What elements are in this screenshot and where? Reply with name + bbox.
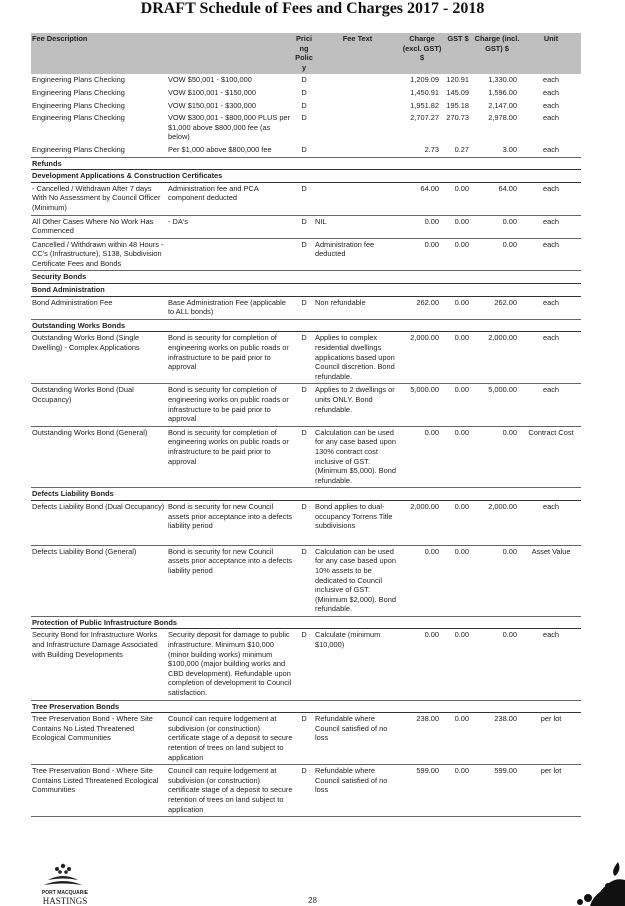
pricing-policy: D xyxy=(294,182,314,215)
table-row xyxy=(31,215,581,238)
charge-incl-gst: 0.00 xyxy=(473,215,521,238)
fee-text: Calculate (minimum $10,000) xyxy=(314,629,401,700)
table-row xyxy=(31,629,581,700)
charge-excl-gst: 5,000.00 xyxy=(401,384,443,426)
charge-incl-gst: 2,978.00 xyxy=(488,113,518,123)
pricing-policy: D xyxy=(301,100,307,110)
gst-amount: 0.00 xyxy=(443,500,473,545)
fee-detail: Bond is security for new Council assets prior acceptance into a defects liability period xyxy=(167,500,294,545)
pricing-policy: D xyxy=(294,215,314,238)
gst-amount: 270.73 xyxy=(446,113,470,123)
unit: Contract Cost xyxy=(521,426,581,488)
fee-text: Applies to 2 dwellings or units ONLY. Bond refundable. xyxy=(314,384,401,426)
section-header-row xyxy=(31,157,581,170)
unit: Asset Value xyxy=(521,545,581,616)
fee-description: Engineering Plans Checking xyxy=(32,113,125,123)
charge-excl-gst: 599.00 xyxy=(401,765,443,817)
fee-description: Tree Preservation Bond - Where Site Contains Listed Threatened Ecological Communities xyxy=(31,765,167,817)
charge-excl-gst: 1,450.91 xyxy=(410,87,440,97)
fee-text xyxy=(314,100,401,113)
fees-table xyxy=(31,33,581,817)
table-row xyxy=(31,426,581,488)
charge-incl-gst: 262.00 xyxy=(473,296,521,319)
charge-excl-gst: 238.00 xyxy=(401,713,443,765)
gst-amount: 0.00 xyxy=(443,426,473,488)
charge-excl-gst: 2.73 xyxy=(401,144,443,157)
fee-detail: Security deposit for damage to public infrastructure. Minimum $10,000 (minor building works) minimum $100,000 (major building works and CBD development). Refundable upon completion of development to Council satisfaction. xyxy=(167,629,294,700)
gst-amount: 0.00 xyxy=(443,215,473,238)
fee-description: Engineering Plans Checking xyxy=(32,87,125,97)
fee-text: Applies to complex residential dwellings applications based upon Council discretion. Bond refundable. xyxy=(314,332,401,384)
unit: each xyxy=(521,144,581,157)
gst-amount: 120.91 xyxy=(446,75,470,85)
fee-detail: VOW $150,001 - $300,000 xyxy=(168,100,256,110)
table-row xyxy=(31,112,581,144)
section-label: Bond Administration xyxy=(31,284,581,297)
fee-description: Outstanding Works Bond (General) xyxy=(31,426,167,488)
section-header-row xyxy=(31,616,581,629)
gst-amount: 0.00 xyxy=(443,182,473,215)
fee-description: Engineering Plans Checking xyxy=(31,144,167,157)
charge-incl-gst: 0.00 xyxy=(473,238,521,271)
table-row xyxy=(31,713,581,765)
charge-incl-gst: 0.00 xyxy=(473,426,521,488)
fee-detail: Council can require lodgement at subdivision (or construction) certificate stage of a deposit to secure retention of trees on land subject to application xyxy=(167,713,294,765)
section-header-row xyxy=(31,488,581,501)
table-header-row xyxy=(31,33,581,74)
table-row xyxy=(31,296,581,319)
charge-excl-gst: 0.00 xyxy=(401,426,443,488)
fee-description: All Other Cases Where No Work Has Commenced xyxy=(31,215,167,238)
gst-amount: 0.00 xyxy=(443,332,473,384)
charge-incl-gst: 5,000.00 xyxy=(473,384,521,426)
unit: each xyxy=(521,215,581,238)
fee-text: Bond applies to dual-occupancy Torrens Title subdivisions xyxy=(314,500,401,545)
fee-detail: Bond is security for completion of engineering works on public roads or infrastructure to be paid prior to approval xyxy=(167,332,294,384)
section-label: Refunds xyxy=(31,157,581,170)
header-gst: GST $ xyxy=(443,33,473,74)
table-row xyxy=(31,182,581,215)
section-header-row xyxy=(31,319,581,332)
pricing-policy: D xyxy=(294,545,314,616)
pricing-policy: D xyxy=(294,500,314,545)
fee-text xyxy=(314,144,401,157)
fee-detail: Council can require lodgement at subdivision (or construction) certificate stage of a deposit to secure retention of trees on land subject to application xyxy=(167,765,294,817)
pricing-policy: D xyxy=(294,629,314,700)
header-charge-excl: Charge (excl. GST) $ xyxy=(401,33,443,74)
charge-excl-gst: 262.00 xyxy=(401,296,443,319)
header-unit: Unit xyxy=(521,33,581,74)
fee-text: Refundable where Council satisfied of no loss xyxy=(314,713,401,765)
charge-excl-gst: 1,951.82 xyxy=(410,100,440,110)
charge-incl-gst: 1,596.00 xyxy=(488,87,518,97)
pricing-policy: D xyxy=(294,384,314,426)
unit: each xyxy=(521,629,581,700)
header-fee-text: Fee Text xyxy=(314,33,401,74)
unit: each xyxy=(543,75,560,85)
section-label: Protection of Public Infrastructure Bonds xyxy=(31,616,581,629)
header-description: Fee Description xyxy=(31,33,294,74)
fee-text xyxy=(314,112,401,144)
gst-amount: 0.00 xyxy=(443,384,473,426)
gst-amount: 0.27 xyxy=(443,144,473,157)
table-row xyxy=(31,500,581,545)
fee-description: - Cancelled / Withdrawn After 7 days With No Assessment by Council Officer (Minimum) xyxy=(31,182,167,215)
gst-amount: 0.00 xyxy=(443,765,473,817)
unit: each xyxy=(521,182,581,215)
section-header-row xyxy=(31,700,581,713)
gst-amount: 145.09 xyxy=(446,87,470,97)
gst-amount: 0.00 xyxy=(443,629,473,700)
fee-text: NIL xyxy=(314,215,401,238)
charge-excl-gst: 2,000.00 xyxy=(401,332,443,384)
unit: each xyxy=(521,238,581,271)
fee-schedule xyxy=(31,33,581,817)
table-row xyxy=(31,144,581,157)
charge-excl-gst: 64.00 xyxy=(401,182,443,215)
pricing-policy: D xyxy=(301,75,307,85)
fee-detail: Bond is security for completion of engineering works on public roads or infrastructure to be paid prior to approval xyxy=(167,384,294,426)
fee-detail: VOW $50,001 - $100,000 xyxy=(168,75,252,85)
fee-text: Administration fee deducted xyxy=(314,238,401,271)
table-row xyxy=(31,545,581,616)
section-label: Outstanding Works Bonds xyxy=(31,319,581,332)
fee-text xyxy=(314,74,401,87)
unit: per lot xyxy=(521,713,581,765)
gst-amount: 0.00 xyxy=(443,296,473,319)
section-label: Development Applications & Construction Certificates xyxy=(31,170,581,183)
unit: per lot xyxy=(521,765,581,817)
charge-incl-gst: 0.00 xyxy=(473,545,521,616)
fee-description: Defects Liability Bond (General) xyxy=(31,545,167,616)
table-row xyxy=(31,87,581,100)
unit: each xyxy=(543,87,560,97)
fee-description: Cancelled / Withdrawn within 48 Hours - CC's (Infrastructure), S138, Subdivision Certificate Fees and Bonds xyxy=(31,238,167,271)
unit: each xyxy=(543,113,560,123)
gst-amount: 195.18 xyxy=(446,100,470,110)
pricing-policy: D xyxy=(294,238,314,271)
pricing-policy: D xyxy=(301,87,307,97)
table-row xyxy=(31,238,581,271)
charge-excl-gst: 0.00 xyxy=(401,215,443,238)
fee-description: Engineering Plans Checking xyxy=(32,75,125,85)
charge-incl-gst: 0.00 xyxy=(473,629,521,700)
pricing-policy: D xyxy=(294,332,314,384)
pricing-policy: D xyxy=(301,113,307,123)
table-row xyxy=(31,100,581,113)
fee-text: Non refundable xyxy=(314,296,401,319)
charge-excl-gst: 0.00 xyxy=(401,238,443,271)
fee-description: Outstanding Works Bond (Single Dwelling) - Complex Applications xyxy=(31,332,167,384)
table-row xyxy=(31,332,581,384)
fee-text: Refundable where Council satisfied of no loss xyxy=(314,765,401,817)
logo-text-1: PORT MACQUARIE xyxy=(41,890,89,896)
pricing-policy: D xyxy=(294,765,314,817)
pricing-policy: D xyxy=(294,713,314,765)
charge-excl-gst: 2,707.27 xyxy=(410,113,440,123)
logo-text-2: HASTINGS xyxy=(42,896,88,906)
header-pricing-policy: Pricing Policy xyxy=(294,33,314,74)
charge-incl-gst: 2,000.00 xyxy=(473,500,521,545)
fee-detail: Bond is security for completion of engineering works on public roads or infrastructure to be paid prior to approval xyxy=(167,426,294,488)
table-row xyxy=(31,765,581,817)
section-label: Tree Preservation Bonds xyxy=(31,700,581,713)
fee-detail: Base Administration Fee (applicable to ALL bonds) xyxy=(167,296,294,319)
unit: each xyxy=(521,500,581,545)
charge-incl-gst: 3.00 xyxy=(473,144,521,157)
fee-detail: Administration fee and PCA component deducted xyxy=(167,182,294,215)
unit: each xyxy=(521,332,581,384)
fee-description: Outstanding Works Bond (Dual Occupancy) xyxy=(31,384,167,426)
page-title: DRAFT Schedule of Fees and Charges 2017 - 2018 xyxy=(140,0,485,17)
unit: each xyxy=(521,384,581,426)
section-header-row xyxy=(31,170,581,183)
fee-detail: - DA's xyxy=(167,215,294,238)
fee-text: Calculation can be used for any case based upon 130% contract cost inclusive of GST. (Minimum $5,000). Bond refundable. xyxy=(314,426,401,488)
pricing-policy: D xyxy=(294,426,314,488)
charge-incl-gst: 1,330.00 xyxy=(488,75,518,85)
fee-detail: VOW $300,001 - $800,000 PLUS per $1,000 above $800,000 fee (as below) xyxy=(168,113,291,142)
fee-text xyxy=(314,87,401,100)
fee-description: Engineering Plans Checking xyxy=(32,100,125,110)
table-body xyxy=(31,74,581,816)
unit: each xyxy=(521,296,581,319)
fee-description: Bond Administration Fee xyxy=(31,296,167,319)
pricing-policy: D xyxy=(294,144,314,157)
table-row xyxy=(31,384,581,426)
charge-incl-gst: 2,000.00 xyxy=(473,332,521,384)
gst-amount: 0.00 xyxy=(443,238,473,271)
fee-description: Security Bond for Infrastructure Works and Infrastructure Damage Associated with Building Developments xyxy=(31,629,167,700)
fee-description: Defects Liability Bond (Dual Occupancy) xyxy=(31,500,167,545)
section-label: Security Bonds xyxy=(31,271,581,284)
charge-incl-gst: 64.00 xyxy=(473,182,521,215)
charge-incl-gst: 599.00 xyxy=(473,765,521,817)
fee-text: Calculation can be used for any case based upon 10% assets to be dedicated to Council inclusive of GST. (Minimum $2,000). Bond refundable. xyxy=(314,545,401,616)
section-label: Defects Liability Bonds xyxy=(31,488,581,501)
table-row xyxy=(31,74,581,87)
pricing-policy: D xyxy=(294,296,314,319)
charge-excl-gst: 0.00 xyxy=(401,545,443,616)
fee-detail xyxy=(167,238,294,271)
header-charge-incl: Charge (incl. GST) $ xyxy=(473,33,521,74)
gst-amount: 0.00 xyxy=(443,545,473,616)
fee-description: Tree Preservation Bond - Where Site Contains No Listed Threatened Ecological Communities xyxy=(31,713,167,765)
section-header-row xyxy=(31,271,581,284)
fee-text xyxy=(314,182,401,215)
council-logo xyxy=(30,860,100,906)
fee-detail: Per $1,000 above $800,000 fee xyxy=(167,144,294,157)
charge-excl-gst: 2,000.00 xyxy=(401,500,443,545)
page-number: 28 xyxy=(308,896,317,905)
corner-decoration xyxy=(560,862,625,906)
charge-excl-gst: 0.00 xyxy=(401,629,443,700)
section-header-row xyxy=(31,284,581,297)
charge-excl-gst: 1,209.09 xyxy=(410,75,440,85)
charge-incl-gst: 2,147.00 xyxy=(488,100,518,110)
charge-incl-gst: 238.00 xyxy=(473,713,521,765)
fee-detail: Bond is security for new Council assets prior acceptance into a defects liability period xyxy=(167,545,294,616)
unit: each xyxy=(543,100,560,110)
fee-detail: VOW $100,001 - $150,000 xyxy=(168,87,256,97)
gst-amount: 0.00 xyxy=(443,713,473,765)
